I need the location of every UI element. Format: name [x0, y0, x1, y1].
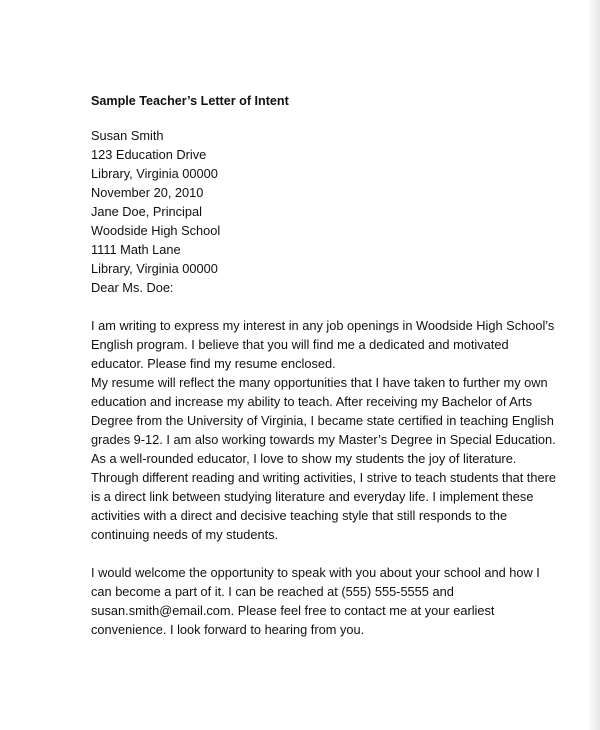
- recipient-city: Library, Virginia 00000: [91, 261, 218, 276]
- body-line: Degree from the University of Virginia, I became state certified in teaching English: [91, 413, 554, 428]
- body-line: education and increase my ability to teach. After receiving my Bachelor of Arts: [91, 394, 533, 409]
- recipient-school: Woodside High School: [91, 223, 221, 238]
- closing-line: susan.smith@email.com. Please feel free to contact me at your earliest: [91, 603, 495, 618]
- body-line: My resume will reflect the many opportunities that I have taken to further my own: [91, 375, 548, 390]
- body-line: educator. Please find my resume enclosed.: [91, 356, 336, 371]
- recipient-street: 1111 Math Lane: [91, 242, 181, 257]
- sender-name: Susan Smith: [91, 128, 164, 143]
- sender-city: Library, Virginia 00000: [91, 166, 218, 181]
- body-line: English program. I believe that you will find me a dedicated and motivated: [91, 337, 509, 352]
- body-line: is a direct link between studying literature and everyday life. I implement these: [91, 489, 534, 504]
- letter-date: November 20, 2010: [91, 185, 204, 200]
- closing-line: I would welcome the opportunity to speak with you about your school and how I: [91, 565, 540, 580]
- body-line: continuing needs of my students.: [91, 527, 279, 542]
- body-line: grades 9-12. I am also working towards my Master’s Degree in Special Education.: [91, 432, 556, 447]
- address-block: [91, 126, 531, 297]
- body-line: I am writing to express my interest in any job openings in Woodside High School’s: [91, 318, 555, 333]
- body-line: Through different reading and writing activities, I strive to teach students that there: [91, 470, 556, 485]
- recipient-name: Jane Doe, Principal: [91, 204, 202, 219]
- closing-paragraph: [91, 563, 540, 639]
- sender-street: 123 Education Drive: [91, 147, 207, 162]
- body-line: As a well-rounded educator, I love to show my students the joy of literature.: [91, 451, 517, 466]
- body-line: activities with a direct and decisive teaching style that still responds to the: [91, 508, 508, 523]
- salutation: Dear Ms. Doe:: [91, 280, 174, 295]
- document-title: Sample Teacher’s Letter of Intent: [91, 94, 289, 108]
- page-edge-shadow: [587, 0, 600, 730]
- closing-line: can become a part of it. I can be reached at (555) 555-5555 and: [91, 584, 454, 599]
- body-paragraph: [91, 316, 556, 544]
- closing-line: convenience. I look forward to hearing from you.: [91, 622, 365, 637]
- letter: [91, 92, 556, 639]
